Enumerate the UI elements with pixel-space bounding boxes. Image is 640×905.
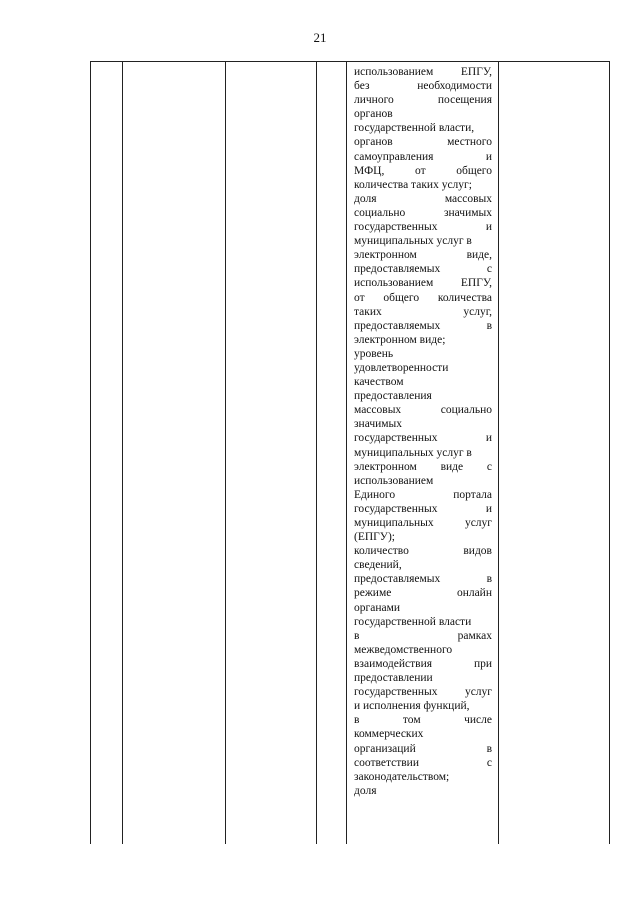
text-word: организаций <box>354 742 416 755</box>
text-word: и <box>485 502 492 515</box>
column-border-4 <box>316 61 317 844</box>
text-word: с <box>486 460 492 473</box>
text-word: (ЕПГУ); <box>354 531 395 544</box>
text-word: государственных <box>354 221 438 234</box>
text-word: массовых <box>444 192 492 205</box>
text-line <box>354 431 492 445</box>
text-line <box>354 756 492 770</box>
text-line <box>354 347 492 361</box>
text-line <box>354 643 492 657</box>
text-word: виде <box>440 460 464 473</box>
text-word: предоставляемых <box>354 263 441 276</box>
text-word: значимых <box>443 206 492 219</box>
text-line <box>354 361 492 375</box>
text-line <box>354 389 492 403</box>
text-line <box>354 657 492 671</box>
text-word: органами <box>354 601 401 614</box>
column-border-7 <box>609 61 610 844</box>
text-word: и <box>485 221 492 234</box>
text-word: от <box>354 291 365 304</box>
text-word: предоставлении <box>354 672 433 685</box>
text-word: массовых <box>354 404 402 417</box>
page-number: 21 <box>313 30 327 45</box>
text-word: предоставления <box>354 390 432 403</box>
text-word: таких <box>354 305 382 318</box>
text-word: числе <box>464 714 492 727</box>
text-word: соответствии <box>354 756 419 769</box>
text-line <box>354 206 492 220</box>
text-word: МФЦ, <box>354 164 385 177</box>
column-border-2 <box>122 61 123 844</box>
text-word: в <box>486 573 492 586</box>
text-line <box>354 192 492 206</box>
text-line <box>354 713 492 727</box>
text-line <box>354 460 492 474</box>
text-line <box>354 516 492 530</box>
text-word: онлайн <box>456 587 492 600</box>
text-word: том <box>402 714 421 727</box>
text-word: количества <box>437 291 492 304</box>
text-word: необходимости <box>417 80 492 93</box>
text-line <box>354 446 492 460</box>
text-word: Единого <box>354 488 396 501</box>
text-line <box>354 135 492 149</box>
text-line <box>354 502 492 516</box>
column-border-1 <box>90 61 91 844</box>
text-line <box>354 291 492 305</box>
text-word: портала <box>453 488 492 501</box>
text-word: и <box>485 432 492 445</box>
text-line <box>354 79 492 93</box>
text-word: услуг, <box>463 305 492 318</box>
text-word: ЕПГУ, <box>460 277 492 290</box>
text-line <box>354 558 492 572</box>
text-word: при <box>473 657 492 670</box>
text-word: муниципальных услуг в <box>354 446 472 459</box>
text-word: государственных <box>354 686 438 699</box>
text-word: в <box>354 629 360 642</box>
text-word: электронном <box>354 249 417 262</box>
text-line <box>354 671 492 685</box>
text-word: и исполнения функций, <box>354 700 470 713</box>
text-word: социально <box>440 404 492 417</box>
text-word: органов <box>354 136 393 149</box>
text-word: в <box>354 714 360 727</box>
text-line <box>354 742 492 756</box>
text-word: удовлетворенности <box>354 361 449 374</box>
text-word: электронном <box>354 460 417 473</box>
text-word: услуг <box>464 686 492 699</box>
text-line <box>354 544 492 558</box>
text-line <box>354 403 492 417</box>
text-word: использованием <box>354 474 434 487</box>
text-line <box>354 276 492 290</box>
text-line <box>354 305 492 319</box>
text-line <box>354 784 492 798</box>
text-line <box>354 262 492 276</box>
text-word: посещения <box>437 94 492 107</box>
text-line <box>354 248 492 262</box>
text-word: государственных <box>354 502 438 515</box>
text-word: видов <box>463 545 492 558</box>
text-word: местного <box>447 136 492 149</box>
text-word: муниципальных <box>354 517 434 529</box>
text-line <box>354 150 492 164</box>
column-border-3 <box>225 61 226 844</box>
text-line <box>354 699 492 713</box>
text-word: режиме <box>354 587 392 600</box>
text-word: и <box>485 150 492 163</box>
text-line <box>354 685 492 699</box>
text-word: количества таких услуг; <box>354 178 472 191</box>
text-line <box>354 615 492 629</box>
text-word: предоставляемых <box>354 573 441 586</box>
text-line <box>354 65 492 79</box>
text-line <box>354 601 492 615</box>
column-border-6 <box>498 61 499 844</box>
text-word: муниципальных услуг в <box>354 235 472 248</box>
text-word: виде, <box>466 249 492 262</box>
text-word: в <box>486 742 492 755</box>
text-line <box>354 727 492 741</box>
text-word: в <box>486 319 492 332</box>
text-word: государственной власти <box>354 615 472 628</box>
text-line <box>354 234 492 248</box>
text-line <box>354 220 492 234</box>
text-word: взаимодействия <box>354 657 433 670</box>
text-word: количество <box>354 545 409 558</box>
text-word: уровень <box>354 347 394 360</box>
text-word: государственных <box>354 432 438 445</box>
text-word: коммерческих <box>354 728 424 741</box>
text-line <box>354 474 492 488</box>
text-word: рамках <box>457 629 492 642</box>
text-word: с <box>486 756 492 769</box>
text-word: от <box>414 164 426 177</box>
text-word: использованием <box>354 277 434 290</box>
text-word: использованием <box>354 66 434 78</box>
text-word: социально <box>354 206 406 219</box>
text-word: государственной власти, <box>354 122 475 135</box>
text-line <box>354 629 492 643</box>
text-word: значимых <box>354 418 403 431</box>
text-line <box>354 488 492 502</box>
text-word: качеством <box>354 376 404 389</box>
text-word: электронном виде; <box>354 333 446 346</box>
text-line <box>354 572 492 586</box>
text-word: доля <box>354 784 377 797</box>
text-line <box>354 586 492 600</box>
text-word: предоставляемых <box>354 319 441 332</box>
text-line <box>354 375 492 389</box>
column-border-5 <box>346 61 347 844</box>
text-word: с <box>486 263 492 276</box>
text-word: доля <box>354 192 377 205</box>
text-line <box>354 121 492 135</box>
text-line <box>354 770 492 784</box>
text-word: общего <box>383 291 420 304</box>
table-top-border <box>90 61 609 62</box>
text-word: услуг <box>464 517 492 529</box>
text-word: сведений, <box>354 559 402 572</box>
text-line <box>354 333 492 347</box>
text-word: без <box>354 80 370 93</box>
indicators-cell-text <box>354 65 492 798</box>
text-line <box>354 417 492 431</box>
text-word: законодательством; <box>354 770 450 783</box>
text-word: общего <box>456 164 492 177</box>
text-word: органов <box>354 108 393 121</box>
text-line <box>354 164 492 178</box>
text-word: самоуправления <box>354 150 434 163</box>
text-line <box>354 107 492 121</box>
text-word: межведомственного <box>354 643 453 656</box>
text-line <box>354 93 492 107</box>
text-line <box>354 178 492 192</box>
text-line <box>354 530 492 544</box>
text-line <box>354 319 492 333</box>
text-word: ЕПГУ, <box>460 66 492 78</box>
text-word: личного <box>354 94 394 107</box>
